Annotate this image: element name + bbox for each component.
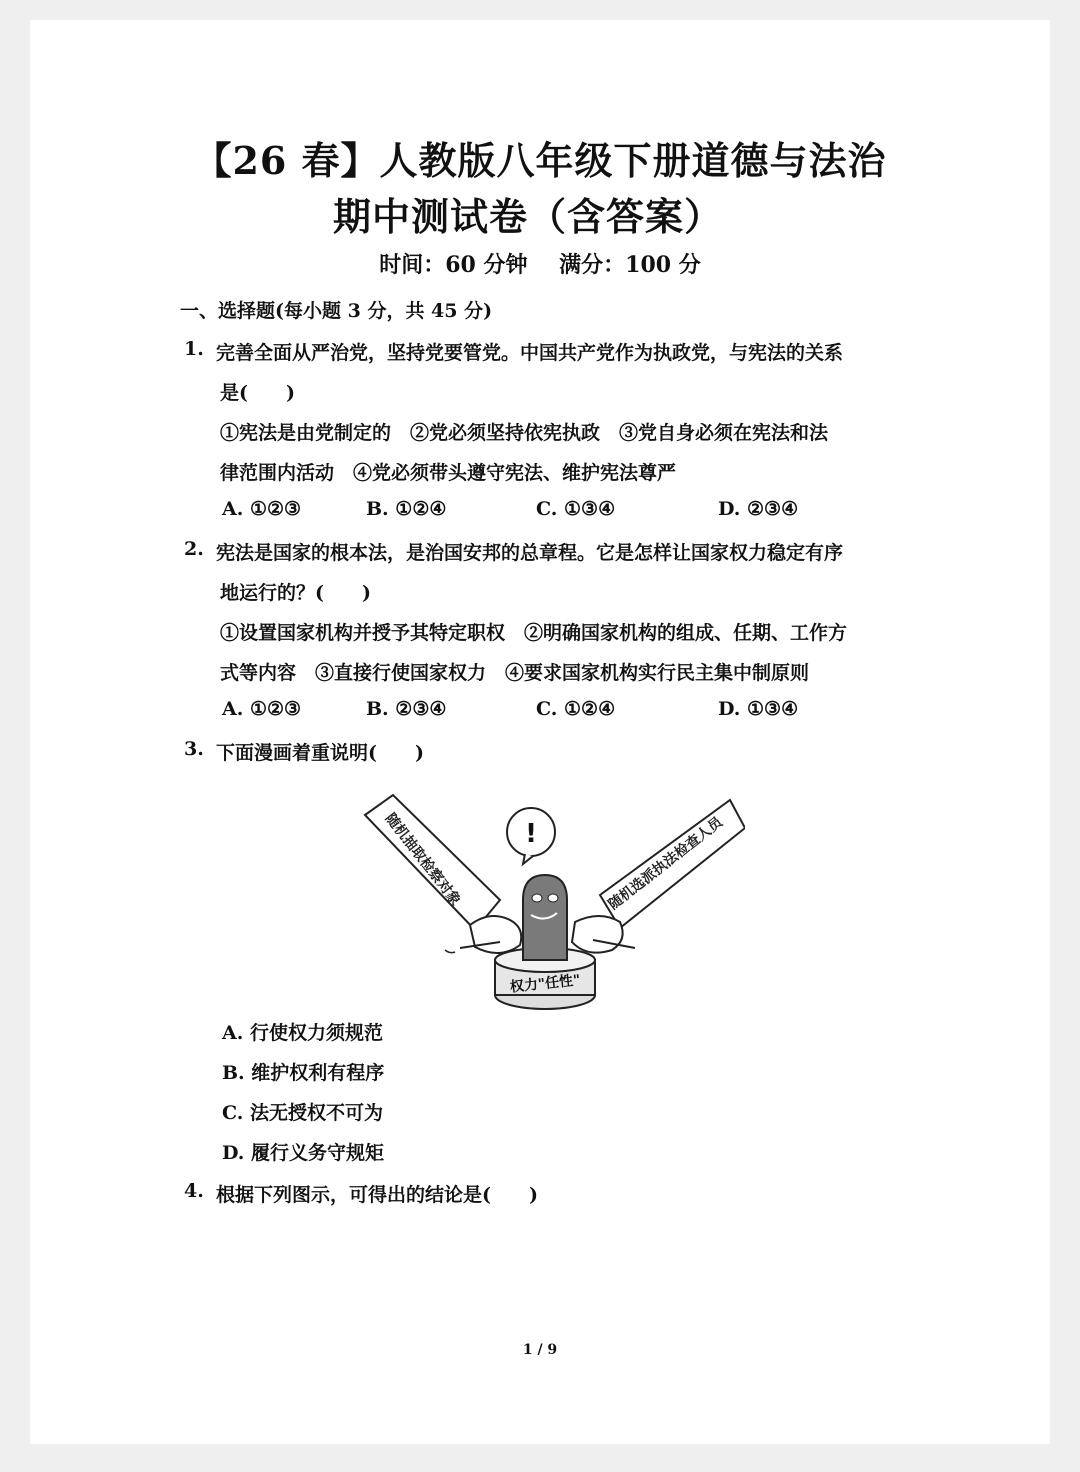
question-1-option-b[interactable]: B. ①②④ xyxy=(366,498,447,520)
power-cartoon xyxy=(345,790,745,1022)
question-1-option-d[interactable]: D. ②③④ xyxy=(718,498,799,520)
exclamation-icon: ! xyxy=(525,819,537,849)
question-2-option-a[interactable]: A. ①②③ xyxy=(222,698,302,720)
time-label: 时间：60 分钟 xyxy=(379,252,528,278)
question-2-stem: 宪法是国家的根本法，是治国安邦的总章程。它是怎样让国家权力稳定有序 xyxy=(216,542,844,564)
question-2-items: ①设置国家机构并授予其特定职权 ②明确国家机构的组成、任期、工作方 xyxy=(220,622,848,644)
question-3-stem: 下面漫画着重说明( ) xyxy=(216,742,424,764)
question-1-stem-cont: 是( ) xyxy=(220,382,295,404)
question-2-number: 2. xyxy=(184,538,204,560)
question-1-number: 1. xyxy=(184,338,204,360)
right-sleeve xyxy=(600,800,745,928)
stamp-character xyxy=(523,875,567,960)
question-4-stem: 根据下列图示，可得出的结论是( ) xyxy=(216,1184,538,1206)
question-3-number: 3. xyxy=(184,738,204,760)
section-heading: 一、选择题(每小题 3 分，共 45 分) xyxy=(180,300,493,322)
stamp-base-label: 权力"任性" xyxy=(509,972,582,996)
question-1-items: ①宪法是由党制定的 ②党必须坚持依宪执政 ③党自身必须在宪法和法 xyxy=(220,422,829,444)
question-3-option-b[interactable]: B. 维护权利有程序 xyxy=(222,1062,385,1084)
question-1-stem: 完善全面从严治党，坚持党要管党。中国共产党作为执政党，与宪法的关系 xyxy=(216,342,844,364)
question-2-option-c[interactable]: C. ①②④ xyxy=(536,698,616,720)
question-3-option-d[interactable]: D. 履行义务守规矩 xyxy=(222,1142,385,1164)
exam-page xyxy=(30,20,1050,1444)
left-hand xyxy=(445,916,521,953)
question-1-option-a[interactable]: A. ①②③ xyxy=(222,498,302,520)
score-label: 满分：100 分 xyxy=(559,252,701,278)
page-indicator: 1 / 9 xyxy=(522,1342,558,1358)
left-sleeve-text: 随机抽取检察对象 xyxy=(381,810,464,909)
right-sleeve-text: 随机选派执法检查人员 xyxy=(605,814,726,914)
question-3-option-c[interactable]: C. 法无授权不可为 xyxy=(222,1102,384,1124)
question-4-number: 4. xyxy=(184,1180,204,1202)
question-2-option-b[interactable]: B. ②③④ xyxy=(366,698,447,720)
question-2-stem-cont: 地运行的？( ) xyxy=(220,582,371,604)
exam-meta xyxy=(30,248,1050,279)
exam-title-line2: 期中测试卷（含答案） xyxy=(332,194,723,239)
exam-title-line1: 【26 春】人教版八年级下册道德与法治 xyxy=(193,138,887,183)
question-1-items-cont: 律范围内活动 ④党必须带头遵守宪法、维护宪法尊严 xyxy=(220,462,677,484)
question-1-option-c[interactable]: C. ①③④ xyxy=(536,498,616,520)
left-sleeve xyxy=(365,795,500,930)
question-2-option-d[interactable]: D. ①③④ xyxy=(718,698,799,720)
question-3-option-a[interactable]: A. 行使权力须规范 xyxy=(222,1022,383,1044)
exclamation-bubble xyxy=(507,808,555,864)
question-2-items-cont: 式等内容 ③直接行使国家权力 ④要求国家机构实行民主集中制原则 xyxy=(220,662,810,684)
